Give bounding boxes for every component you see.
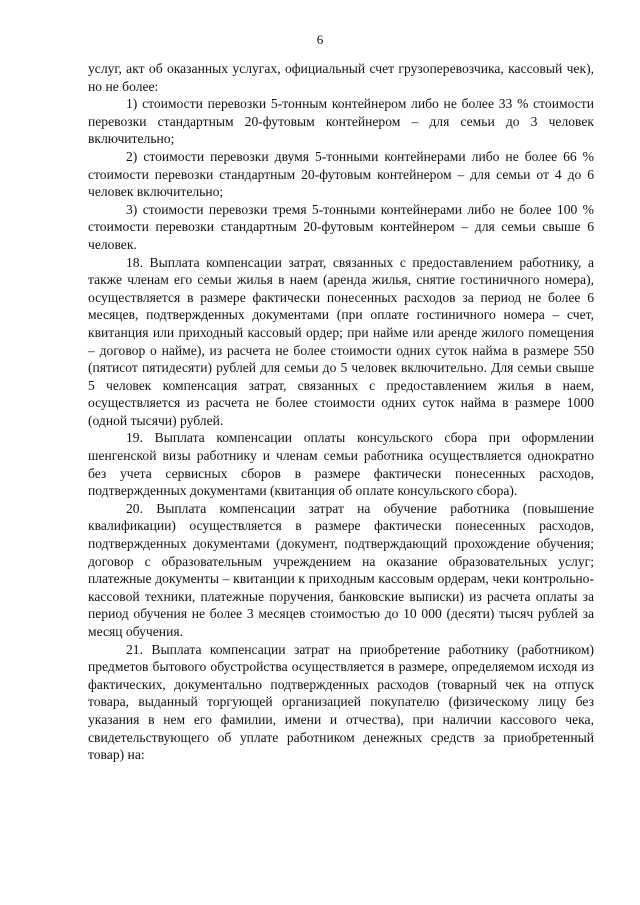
paragraph-item-1: 1) стоимости перевозки 5-тонным контейнером либо не более 33 % стоимости перевозки стандартным 20-футовым контейнером – для семьи до 3 человек включительно; — [88, 96, 594, 147]
paragraph-18: 18. Выплата компенсации затрат, связанных с предоставлением работнику, а также членам его семьи жилья в наем (аренда жилья, снятие гостиничного номера), осуществляется в размере фактически понесенных расходов за период не более 6 месяцев, подтвержденных документами (при оплате гостиничного номера – счет, квитанция или приходный кассовый ордер; при найме или аренде жилого помещения – договор о найме), из расчета не более стоимости одних суток найма в размере 550 (пятисот пятидесяти) рублей для семьи до 5 человек включительно. Для семьи свыше 5 человек компенсация затрат, связанных с предоставлением жилья в наем, осуществляется из расчета не более стоимости одних суток найма в размере 1000 (одной тысячи) рублей. — [88, 254, 594, 428]
paragraph-19: 19. Выплата компенсации оплаты консульского сбора при оформлении шенгенской визы работнику и членам семьи работника осуществляется однократно без учета сервисных сборов в размере фактически понесенных расходов, подтвержденных документами (квитанция об оплате консульского сбора). — [88, 430, 594, 499]
page-number: 6 — [316, 32, 324, 47]
document-body — [88, 60, 594, 764]
paragraph-continuation: услуг, акт об оказанных услугах, официальный счет грузоперевозчика, кассовый чек), но не более: — [88, 61, 594, 94]
paragraph-21: 21. Выплата компенсации затрат на приобретение работнику (работником) предметов бытового обустройства осуществляется в размере, определяемом исходя из фактических, документально подтвержденных расходов (товарный чек на отпуск товара, выданный торгующей организацией покупателю (физическому лицу без указания в нем его фамилии, имени и отчества), при наличии кассового чека, свидетельствующего об уплате работником денежных средств за приобретенный товар) на: — [88, 641, 594, 763]
paragraph-item-2: 2) стоимости перевозки двумя 5-тонными контейнерами либо не более 66 % стоимости перевозки стандартным 20-футовым контейнером – для семьи от 4 до 6 человек включительно; — [88, 148, 594, 200]
paragraph-item-3: 3) стоимости перевозки тремя 5-тонными контейнерами либо не более 100 % стоимости перевозки стандартным 20-футовым контейнером – для семьи свыше 6 человек. — [88, 201, 594, 252]
paragraph-20: 20. Выплата компенсации затрат на обучение работника (повышение квалификации) осуществляется в размере фактически понесенных расходов, подтвержденных документами (документ, подтверждающий прохождение обучения; договор с образовательным учреждением на оказание образовательных услуг; платежные документы – квитанции к приходным кассовым ордерам, чеки контрольно-кассовой техники, платежные поручения, банковские выписки) из расчета оплаты за период обучения не более 3 месяцев стоимостью до 10 000 (десяти) тысяч рублей за месяц обучения. — [88, 500, 594, 639]
